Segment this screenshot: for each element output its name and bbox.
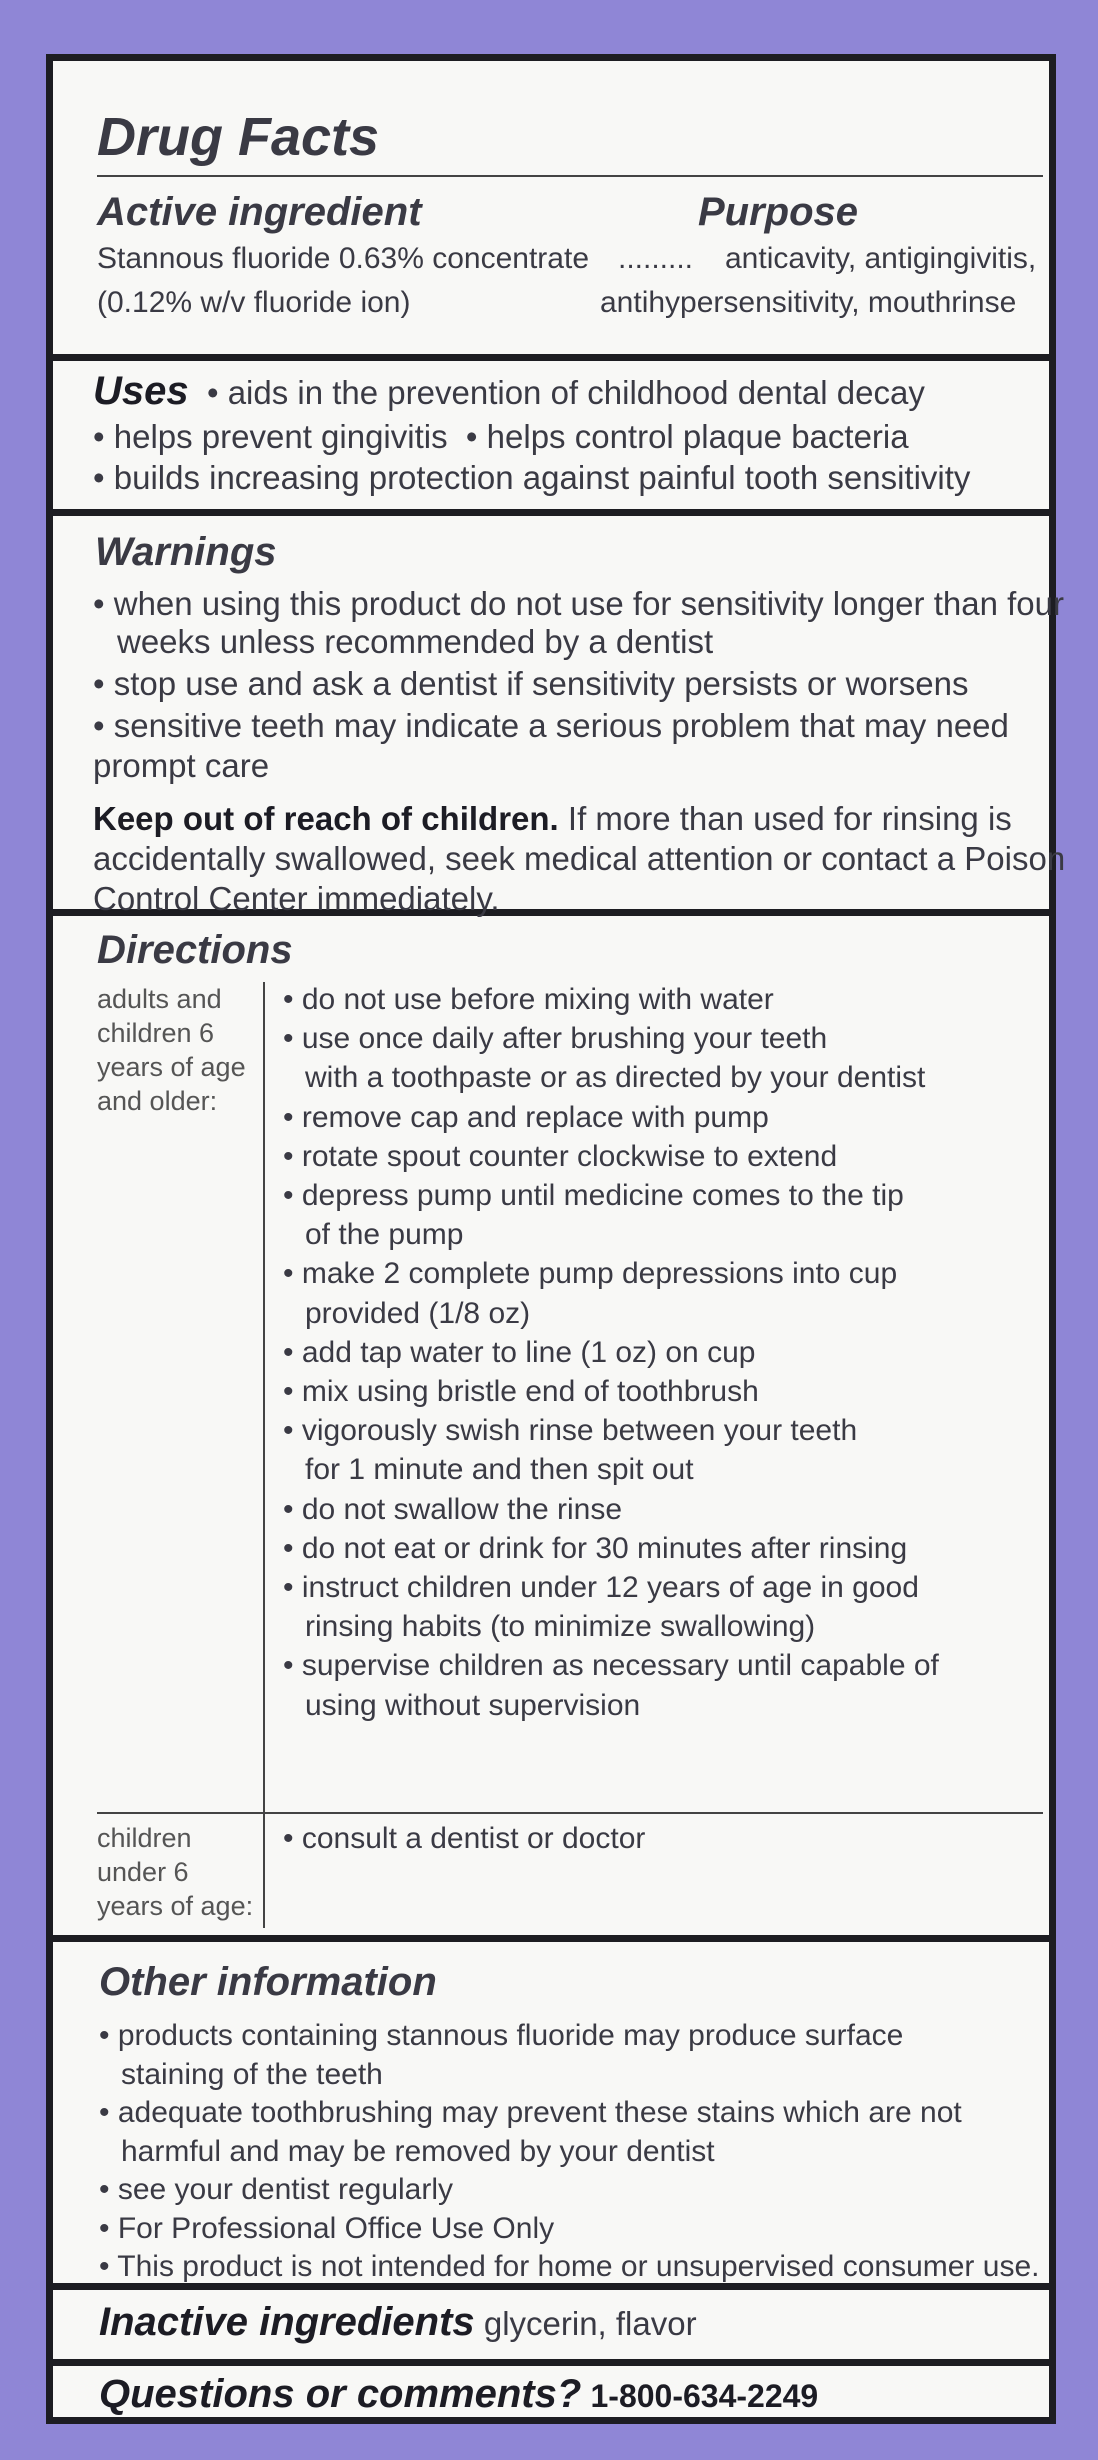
keep-out-line-2: accidentally swallowed, seek medical attention or contact a Poison — [93, 840, 1066, 877]
bullet: • — [93, 418, 114, 455]
direction-item — [283, 1686, 640, 1726]
child-direction-item — [283, 1819, 645, 1859]
other-info-item — [99, 2132, 715, 2172]
inactive-section — [53, 2290, 1049, 2366]
direction-item — [283, 1646, 939, 1686]
phone-number: 1-800-634-2249 — [590, 2378, 819, 2414]
inactive-text: glycerin, flavor — [483, 2305, 697, 2342]
bullet: • — [99, 2019, 118, 2052]
other-info-item — [99, 2016, 903, 2056]
bullet: • — [283, 1335, 302, 1369]
other-info-item-text: adequate toothbrushing may prevent these stains which are not — [117, 2096, 962, 2129]
bullet: • — [283, 1649, 302, 1683]
direction-item-text: with a toothpaste or as directed by your dentist — [305, 1061, 926, 1095]
active-ingredient-section — [53, 61, 1049, 361]
uses-item-2: helps prevent gingivitis — [113, 418, 448, 455]
ingredient-line-2: (0.12% w/v fluoride ion) — [97, 286, 411, 319]
other-info-item — [99, 2247, 1039, 2287]
uses-line-1 — [93, 371, 925, 413]
questions-line — [99, 2374, 818, 2416]
uses-heading: Uses — [93, 369, 189, 413]
adult-label-line: years of age — [97, 1052, 246, 1082]
direction-item-text: for 1 minute and then spit out — [305, 1453, 694, 1487]
direction-item — [283, 1098, 769, 1138]
direction-item — [283, 1568, 919, 1608]
warning-item-1-cont: weeks unless recommended by a dentist — [117, 623, 714, 660]
warnings-heading: Warnings — [95, 530, 277, 574]
child-direction-item-text: consult a dentist or doctor — [301, 1822, 646, 1855]
direction-item — [283, 1215, 463, 1255]
adult-label-line: and older: — [97, 1086, 218, 1116]
bullet: • — [93, 585, 114, 622]
direction-item-text: remove cap and replace with pump — [301, 1100, 769, 1134]
other-info-item — [99, 2055, 383, 2095]
uses-item-3: helps control plaque bacteria — [486, 418, 909, 455]
questions-section — [53, 2366, 1049, 2424]
uses-item-1: aids in the prevention of childhood dental decay — [227, 374, 925, 411]
drug-facts-title: Drug Facts — [97, 107, 380, 167]
warning-item-1 — [93, 584, 1064, 624]
direction-item-text: do not swallow the rinse — [301, 1492, 623, 1526]
dot-leader: ......... — [618, 242, 694, 275]
other-info-item — [99, 2170, 453, 2210]
warning-item-3-cont: prompt care — [93, 747, 270, 784]
bullet: • — [283, 1179, 302, 1212]
direction-item-text: make 2 complete pump depressions into cup — [301, 1257, 898, 1291]
direction-item-text: depress pump until medicine comes to the tip — [301, 1179, 904, 1212]
warning-text: sensitive teeth may indicate a serious problem that may need — [113, 707, 1009, 744]
bullet: • — [99, 2173, 118, 2206]
bullet: • — [283, 983, 302, 1016]
bullet: • — [283, 1375, 302, 1408]
direction-item-text: of the pump — [305, 1218, 464, 1252]
keep-out-line-3: Control Center immediately. — [93, 880, 500, 917]
direction-item-text: vigorously swish rinse between your teeth — [301, 1414, 858, 1448]
bullet: • — [99, 2250, 118, 2283]
direction-item-text: do not use before mixing with water — [301, 983, 774, 1016]
other-info-item — [99, 2209, 554, 2249]
direction-item-text: rotate spout counter clockwise to extend — [301, 1139, 838, 1173]
directions-section — [53, 916, 1049, 1942]
direction-item-text: use once daily after brushing your teeth — [301, 1022, 828, 1056]
warning-item-2 — [93, 664, 968, 704]
keep-out-bold: Keep out of reach of children. — [93, 800, 559, 837]
bullet: • — [283, 1531, 302, 1565]
direction-item — [283, 1490, 622, 1530]
direction-item-text: rinsing habits (to minimize swallowing) — [305, 1610, 816, 1644]
other-info-heading: Other information — [99, 1960, 437, 2004]
drug-facts-panel — [46, 54, 1066, 2424]
direction-item — [283, 1607, 815, 1647]
warning-text: when using this product do not use for sensitivity longer than four — [113, 585, 1064, 622]
direction-item — [283, 1333, 755, 1373]
bullet: • — [197, 374, 228, 411]
warning-text: stop use and ask a dentist if sensitivity persists or worsens — [113, 665, 969, 702]
bullet: • — [283, 1139, 302, 1173]
child-label-line: years of age: — [97, 1891, 254, 1921]
keep-out-text: If more than used for rinsing is — [567, 800, 1012, 837]
direction-item-text: mix using bristle end of toothbrush — [301, 1375, 759, 1408]
warnings-section — [53, 516, 1066, 917]
questions-heading: Questions or comments? — [99, 2372, 582, 2416]
direction-item-text: supervise children as necessary until capable of — [301, 1649, 939, 1683]
directions-column-rule — [263, 982, 265, 1928]
direction-item — [283, 1137, 837, 1177]
uses-item-4: builds increasing protection against painful tooth sensitivity — [113, 459, 971, 496]
direction-item-text: using without supervision — [305, 1688, 641, 1722]
direction-item — [283, 1294, 530, 1334]
warning-item-3 — [93, 706, 1009, 746]
other-info-item-text: This product is not intended for home or unsupervised consumer use. — [117, 2250, 1040, 2283]
direction-item — [283, 1254, 897, 1294]
child-label-line: under 6 — [97, 1857, 189, 1887]
bullet: • — [283, 1822, 302, 1855]
direction-item-text: do not eat or drink for 30 minutes after rinsing — [301, 1531, 908, 1565]
directions-heading: Directions — [97, 928, 293, 972]
inactive-line — [99, 2302, 697, 2344]
adult-label-line: children 6 — [97, 1018, 215, 1048]
direction-item — [283, 1058, 925, 1098]
active-ingredient-heading: Active ingredient — [97, 190, 422, 234]
other-info-item — [99, 2093, 962, 2133]
bullet: • — [99, 2211, 118, 2245]
child-label-line: children — [97, 1823, 192, 1853]
bullet: • — [283, 1492, 302, 1526]
other-info-item-text: harmful and may be removed by your dentist — [121, 2134, 715, 2168]
bullet: • — [283, 1022, 302, 1056]
ingredient-line-1: Stannous fluoride 0.63% concentrate — [97, 242, 589, 275]
direction-item — [283, 1450, 694, 1490]
bullet: • — [99, 2096, 118, 2129]
other-info-section — [53, 1942, 1049, 2290]
uses-section — [53, 361, 1049, 516]
bullet: • — [283, 1257, 302, 1291]
direction-item — [283, 1019, 827, 1059]
bullet: • — [93, 459, 114, 496]
direction-item — [283, 1372, 759, 1412]
bullet: • — [93, 707, 114, 744]
direction-item — [283, 980, 774, 1020]
uses-line-2 — [93, 417, 909, 457]
title-rule — [97, 175, 1043, 177]
inactive-heading: Inactive ingredients — [99, 2300, 475, 2344]
direction-item-text: add tap water to line (1 oz) on cup — [301, 1335, 756, 1369]
bullet: • — [283, 1100, 302, 1134]
bullet: • — [93, 665, 114, 702]
direction-item-text: provided (1/8 oz) — [305, 1296, 531, 1330]
directions-row-rule — [97, 1812, 1043, 1814]
direction-item-text: instruct children under 12 years of age in good — [301, 1571, 919, 1604]
bullet: • — [456, 418, 487, 455]
purpose-line-1: anticavity, antigingivitis, — [725, 242, 1037, 275]
other-info-item-text: see your dentist regularly — [117, 2173, 454, 2206]
direction-item — [283, 1411, 857, 1451]
direction-item — [283, 1529, 907, 1569]
purpose-line-2: antihypersensitivity, mouthrinse — [600, 286, 1017, 319]
uses-line-3 — [93, 458, 970, 498]
keep-out-line-1 — [93, 799, 1012, 839]
bullet: • — [283, 1414, 302, 1448]
other-info-item-text: products containing stannous fluoride may produce surface — [117, 2019, 904, 2052]
adult-label-line: adults and — [97, 984, 222, 1014]
direction-item — [283, 1176, 904, 1216]
other-info-item-text: staining of the teeth — [121, 2057, 383, 2091]
purpose-heading: Purpose — [698, 190, 859, 234]
bullet: • — [283, 1571, 302, 1604]
other-info-item-text: For Professional Office Use Only — [117, 2211, 555, 2245]
